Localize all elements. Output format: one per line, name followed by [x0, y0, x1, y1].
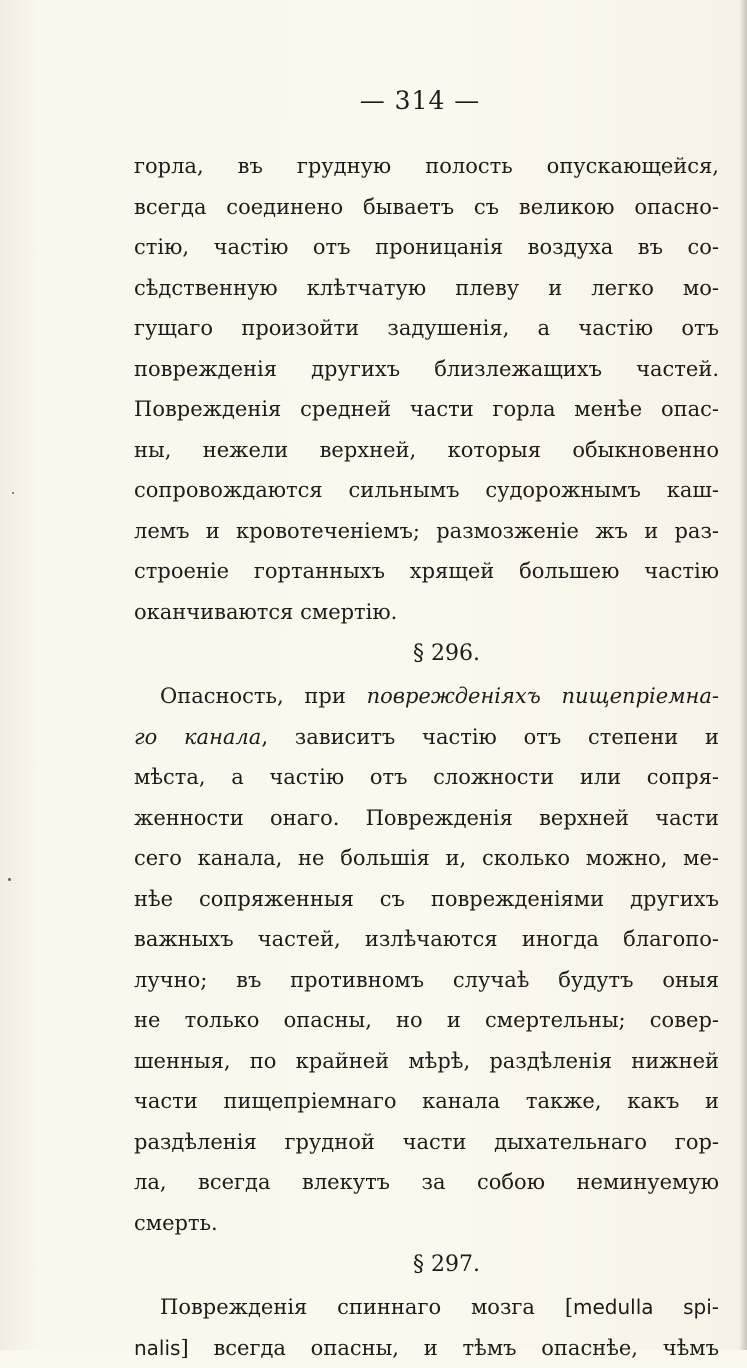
- italic-term: поврежденіяхъ пищепріемна-: [367, 684, 719, 708]
- text-line: оканчиваются смертію.: [134, 592, 719, 633]
- paper-speck: [8, 878, 11, 881]
- text-run: , зависитъ частію отъ степени и: [261, 725, 719, 749]
- paragraph-continued: [134, 146, 719, 632]
- text-run: ] всегда опасны, и тѣмъ опаснѣе, чѣмъ: [180, 1336, 719, 1360]
- paper-speck: [12, 492, 14, 494]
- text-line: части пищепріемнаго канала также, какъ и: [134, 1081, 719, 1122]
- section-296-paragraph: [134, 676, 719, 1243]
- text-line: ла, всегда влекутъ за собою неминуемую: [134, 1162, 719, 1203]
- text-line: лемъ и кровотеченіемъ; размозженіе жъ и раз-: [134, 511, 719, 552]
- text-line: стію, частію отъ проницанія воздуха въ со-: [134, 227, 719, 268]
- page-edge-shadow: [739, 0, 747, 1350]
- text-line: нѣе сопряженныя съ поврежденіями другихъ: [134, 879, 719, 920]
- text-line: раздѣленія грудной части дыхательнаго гор-: [134, 1122, 719, 1163]
- text-line: не только опасны, но и смертельны; совер-: [134, 1000, 719, 1041]
- section-heading-297: § 297.: [134, 1243, 719, 1287]
- text-line: сопровождаются сильнымъ судорожнымъ каш-: [134, 470, 719, 511]
- latin-term: nalis: [134, 1336, 180, 1360]
- section-heading-296: § 296.: [134, 632, 719, 676]
- text-line: [134, 717, 719, 758]
- text-line: Поврежденія средней части горла менѣе опас-: [134, 389, 719, 430]
- text-body: [134, 146, 719, 1368]
- text-line: мѣста, а частію отъ сложности или сопря-: [134, 757, 719, 798]
- text-line: [134, 1328, 719, 1368]
- text-line: поврежденія другихъ близлежащихъ частей.: [134, 349, 719, 390]
- italic-term: го канала: [134, 725, 261, 749]
- text-run: Поврежденія спиннаго мозга [: [160, 1295, 573, 1319]
- page-number: — 314 —: [0, 86, 747, 115]
- text-line: гущаго произойти задушенія, а частію отъ: [134, 308, 719, 349]
- text-line: женности онаго. Поврежденія верхней части: [134, 798, 719, 839]
- text-line: всегда соединено бываетъ съ великою опасно-: [134, 187, 719, 228]
- text-line: шенныя, по крайней мѣрѣ, раздѣленія нижней: [134, 1041, 719, 1082]
- text-line: ны, нежели верхней, которыя обыкновенно: [134, 430, 719, 471]
- text-line: [134, 1287, 719, 1328]
- text-line: лучно; въ противномъ случаѣ будутъ оныя: [134, 960, 719, 1001]
- text-line: важныхъ частей, излѣчаются иногда благопо-: [134, 919, 719, 960]
- text-run: Опасность, при: [160, 684, 367, 708]
- section-297-paragraph: [134, 1287, 719, 1368]
- text-line: сѣдственную клѣтчатую плеву и легко мо-: [134, 268, 719, 309]
- text-line: строеніе гортанныхъ хрящей большею частію: [134, 551, 719, 592]
- text-line: [134, 676, 719, 717]
- latin-term: medulla spi-: [573, 1295, 719, 1319]
- text-line: сего канала, не большія и, сколько можно, ме-: [134, 838, 719, 879]
- text-line: горла, въ грудную полость опускающейся,: [134, 146, 719, 187]
- text-line: смерть.: [134, 1203, 719, 1244]
